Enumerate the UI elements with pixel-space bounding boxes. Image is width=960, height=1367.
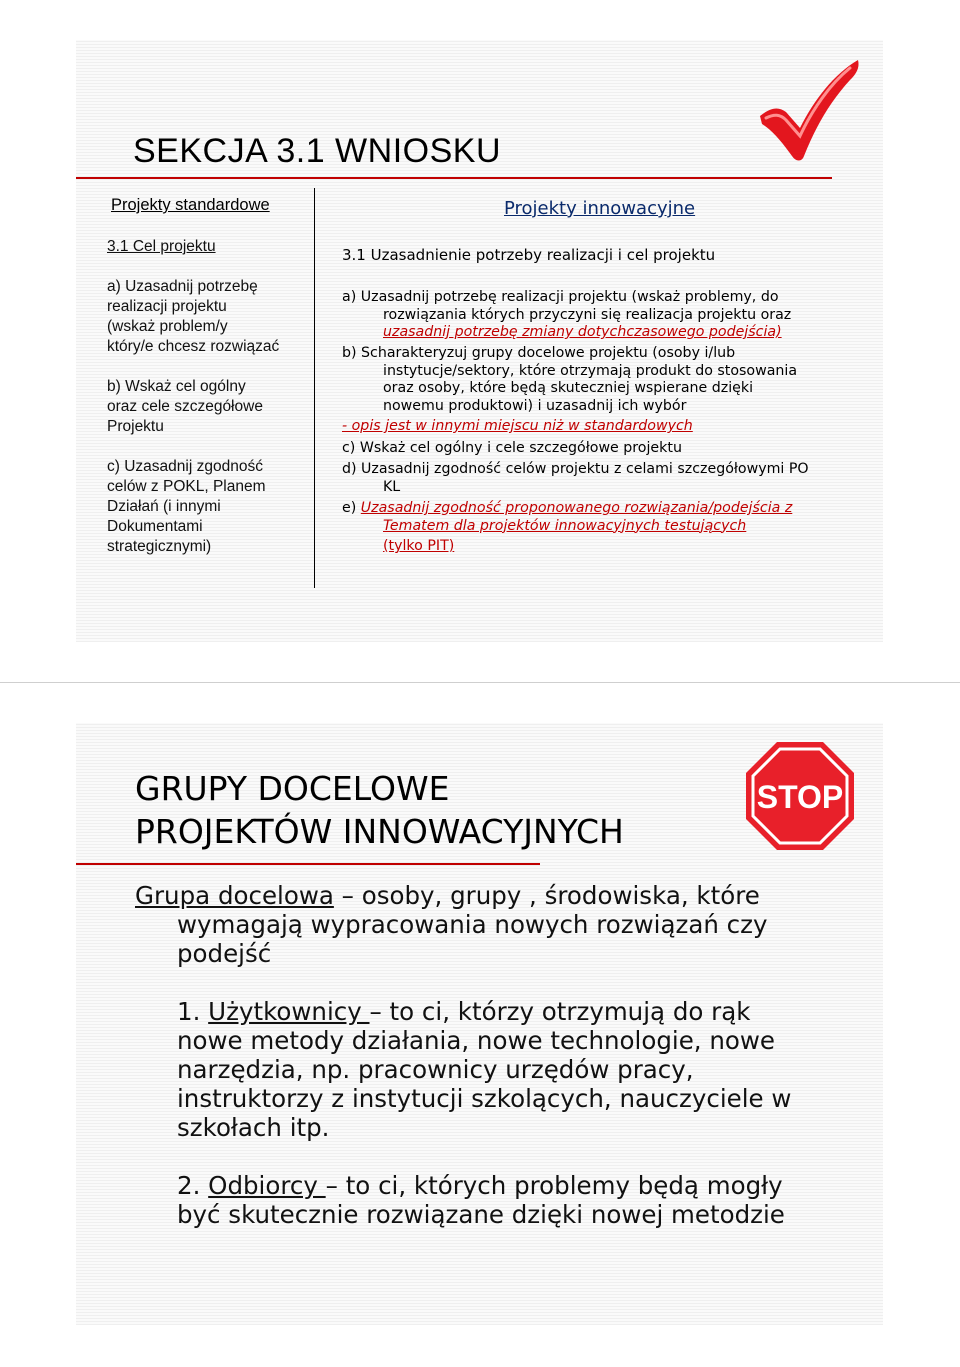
point-1-line3: narzędzia, np. pracownicy urzędów pracy, xyxy=(177,1055,694,1084)
left-column xyxy=(107,237,297,577)
point-1-number: 1. xyxy=(177,997,209,1026)
item-e-red-line1: Uzasadnij zgodność proponowanego rozwiązania/podejścia z xyxy=(360,500,793,516)
item-b-line4: nowemu produktowi) i uzasadnij ich wybór xyxy=(383,397,687,414)
left-item-c: c) Uzasadnij zgodność celów z POKL, Planem Działań (i innymi Dokumentami strategicznymi) xyxy=(107,458,266,555)
slide-sekcja-3-1 xyxy=(76,40,883,642)
stop-sign-text: STOP xyxy=(756,779,844,815)
point-1-line4: instruktorzy z instytucji szkolących, nauczyciele w xyxy=(177,1084,792,1113)
item-b-line2: instytucje/sektory, które otrzymają produkt do stosowania xyxy=(383,362,798,379)
item-e-red-line3: (tylko PIT) xyxy=(383,538,455,554)
slide-title: SEKCJA 3.1 WNIOSKU xyxy=(133,132,501,170)
right-item-c xyxy=(342,440,882,458)
definition-line3: podejść xyxy=(177,939,272,968)
right-item-a xyxy=(342,289,882,342)
right-item-b-note xyxy=(342,418,882,436)
point-2 xyxy=(135,1171,855,1229)
right-item-d xyxy=(342,461,882,496)
item-a-red-note: uzasadnij potrzebę zmiany dotychczasowego podejścia) xyxy=(383,324,782,340)
item-b-red-note: - opis jest w innymi miejscu niż w standardowych xyxy=(342,418,693,434)
title-divider xyxy=(76,863,540,865)
column-divider xyxy=(314,188,315,588)
definition-line2: wymagają wypracowania nowych rozwiązań czy xyxy=(177,910,768,939)
item-e-prefix: e) xyxy=(342,500,361,516)
definition-paragraph xyxy=(135,881,855,968)
left-column-heading: Projekty standardowe xyxy=(111,196,270,214)
point-2-text: – to ci, których problemy będą mogły xyxy=(325,1171,783,1200)
title-divider xyxy=(76,177,832,179)
item-a-line2: rozwiązania których przyczyni się realizacja projektu oraz xyxy=(383,306,792,323)
point-1-line5: szkołach itp. xyxy=(177,1113,330,1142)
page-divider xyxy=(0,682,960,683)
item-c-line: c) Wskaż cel ogólny i cele szczegółowe projektu xyxy=(342,440,682,456)
point-2-number: 2. xyxy=(177,1171,209,1200)
item-d-line1: d) Uzasadnij zgodność celów projektu z celami szczegółowymi PO xyxy=(342,461,809,477)
left-item-a: a) Uzasadnij potrzebę realizacji projektu (wskaż problem/y który/e chcesz rozwiązać xyxy=(107,278,280,355)
right-item-e xyxy=(342,500,882,556)
item-a-line1: a) Uzasadnij potrzebę realizacji projektu (wskaż problemy, do xyxy=(342,289,779,305)
right-column-heading: Projekty innowacyjne xyxy=(504,198,696,219)
point-1-term: Użytkownicy xyxy=(208,997,370,1026)
title-line2: PROJEKTÓW INNOWACYJNYCH xyxy=(135,812,624,851)
item-b-line3: oraz osoby, które będą skuteczniej wspierane dzięki xyxy=(383,380,754,396)
right-column-subtitle: 3.1 Uzasadnienie potrzeby realizacji i cel projektu xyxy=(342,246,716,264)
point-2-term: Odbiorcy xyxy=(208,1171,326,1200)
point-2-line2: być skutecznie rozwiązane dzięki nowej metodzie xyxy=(177,1200,785,1229)
item-e-red-line2: Tematem dla projektów innowacyjnych testujących xyxy=(383,517,747,534)
point-1-text: – to ci, którzy otrzymują do rąk xyxy=(369,997,751,1026)
slide-grupy-docelowe xyxy=(76,723,883,1325)
slide-title xyxy=(135,767,624,853)
right-item-b xyxy=(342,345,882,415)
item-b-line1: b) Scharakteryzuj grupy docelowe projektu (osoby i/lub xyxy=(342,345,736,361)
checkmark-icon xyxy=(752,56,864,166)
point-1-line2: nowe metody działania, nowe technologie, nowe xyxy=(177,1026,775,1055)
left-item-b: b) Wskaż cel ogólny oraz cele szczegółowe Projektu xyxy=(107,378,263,435)
left-section-title: 3.1 Cel projektu xyxy=(107,238,216,255)
definition-text: – osoby, grupy , środowiska, które xyxy=(333,881,760,910)
item-d-line2: KL xyxy=(383,478,401,495)
definition-term: Grupa docelowa xyxy=(135,881,334,910)
title-line1: GRUPY DOCELOWE xyxy=(135,769,450,808)
point-1 xyxy=(135,997,855,1142)
stop-sign-icon xyxy=(744,740,856,852)
